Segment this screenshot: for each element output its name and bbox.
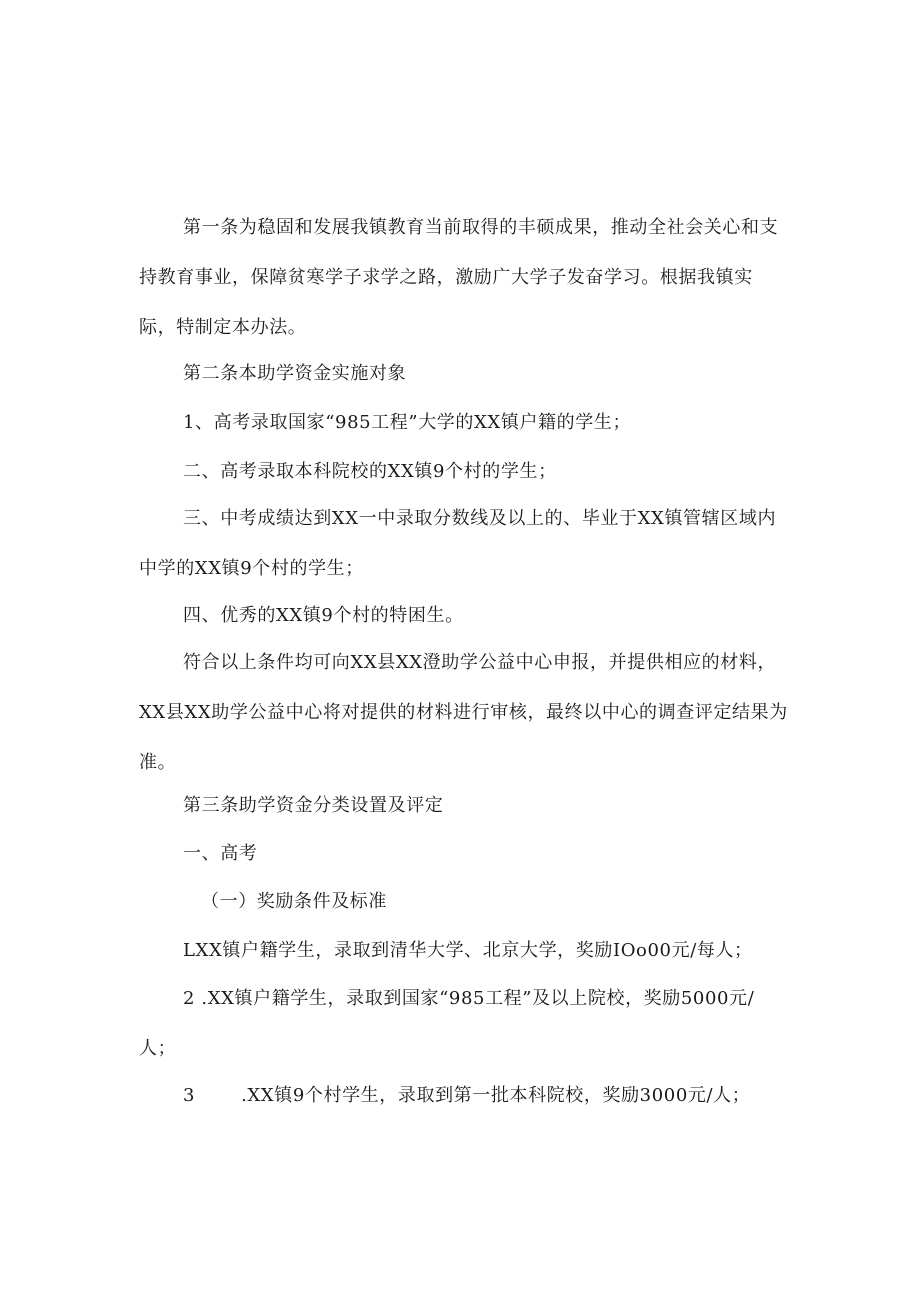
article-3-heading: 第三条助学资金分类设置及评定 (183, 795, 444, 816)
article-2-heading: 第二条本助学资金实施对象 (183, 363, 407, 384)
target-item-2: 二、高考录取本科院校的XX镇9个村的学生； (183, 461, 557, 482)
reward-item-3 (139, 1071, 789, 1121)
reward-item-3-text: .XX镇9个村学生，录取到第一批本科院校，奖励3000元/人； (241, 1085, 751, 1106)
target-item-3: 三、中考成绩达到XX一中录取分数线及以上的、毕业于XX镇管辖区域内中学的XX镇9个村的学生； (139, 508, 777, 579)
reward-item-2: 2 .XX镇户籍学生，录取到国家“985工程”及以上院校，奖励5000元/人； (139, 988, 755, 1059)
subsection-reward-heading: （一）奖励条件及标准 (201, 891, 387, 912)
target-item-1: 1、高考录取国家“985工程”大学的XX镇户籍的学生； (183, 412, 632, 433)
reward-item-1: LXX镇户籍学生，录取到清华大学、北京大学，奖励IOo00元/每人； (183, 940, 753, 961)
section-gaokao-heading: 一、高考 (183, 843, 258, 864)
application-paragraph: 符合以上条件均可向XX县XX澄助学公益中心申报，并提供相应的材料，XX县XX助学公益中心将对提供的材料进行审核，最终以中心的调查评定结果为准。 (139, 652, 788, 773)
article-1-paragraph: 第一条为稳固和发展我镇教育当前取得的丰硕成果，推动全社会关心和支持教育事业，保障贫寒学子求学之路，激励广大学子发奋学习。根据我镇实际，特制定本办法。 (139, 217, 779, 338)
reward-item-3-number: 3 (183, 1085, 196, 1106)
target-item-4: 四、优秀的XX镇9个村的特困生。 (183, 605, 464, 626)
